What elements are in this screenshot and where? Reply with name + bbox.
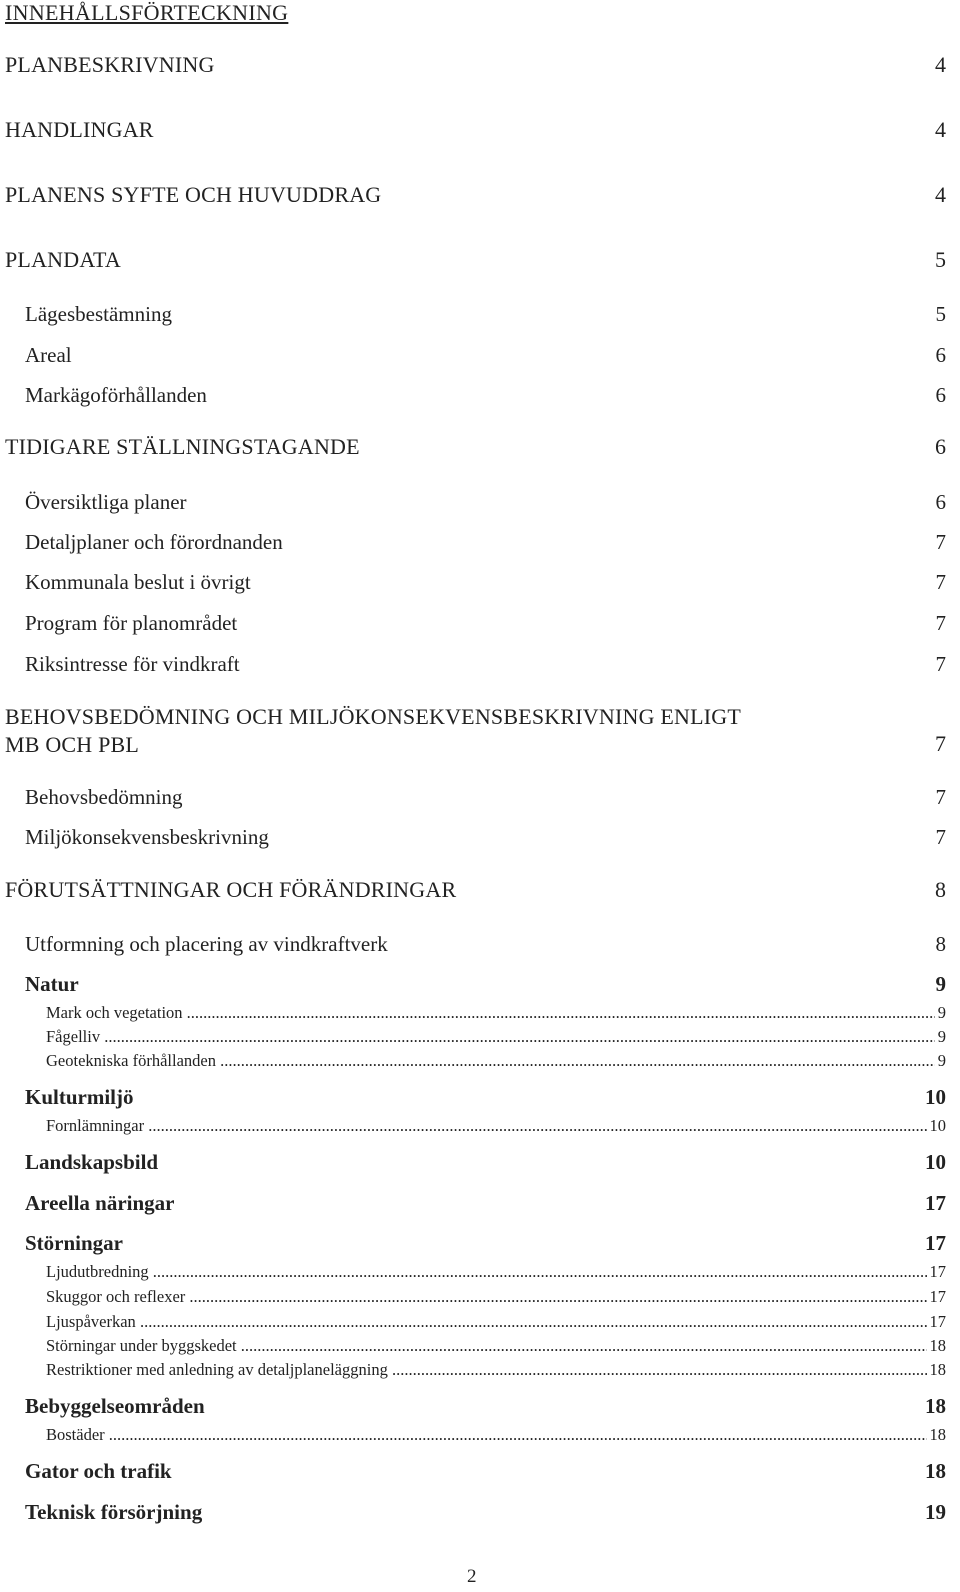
- toc-entry-page: 7: [935, 825, 946, 849]
- toc-entry-page: 10: [925, 1085, 946, 1109]
- toc-entry[interactable]: [0, 1150, 960, 1180]
- toc-entry-label: PLANBESKRIVNING: [5, 52, 215, 77]
- toc-entry[interactable]: [0, 434, 960, 464]
- toc-entry[interactable]: [0, 1231, 960, 1261]
- toc-entry[interactable]: [0, 247, 960, 277]
- toc-subentry-page: 9: [935, 1027, 946, 1047]
- toc-entry[interactable]: [0, 932, 960, 962]
- toc-subentry[interactable]: [0, 1360, 960, 1382]
- toc-entry-page: 6: [935, 490, 946, 514]
- toc-entry-page: 9: [935, 972, 946, 996]
- toc-entry[interactable]: [0, 1500, 960, 1530]
- toc-entry-page: 6: [935, 343, 946, 367]
- toc-entry-page: 6: [935, 434, 946, 459]
- toc-entry-page: 6: [935, 383, 946, 407]
- toc-subentry[interactable]: [0, 1287, 960, 1309]
- toc-entry-label: Kommunala beslut i övrigt: [25, 570, 251, 594]
- toc-entry-page: 7: [935, 652, 946, 676]
- toc-entry[interactable]: [0, 1085, 960, 1115]
- toc-entry-label: Utformning och placering av vindkraftverk: [25, 932, 388, 956]
- toc-entry[interactable]: [0, 972, 960, 1002]
- toc-entry-page: 8: [935, 932, 946, 956]
- toc-entry-page: 5: [935, 302, 946, 326]
- toc-entry[interactable]: [0, 652, 960, 682]
- toc-subentry-label: Ljuspåverkan .....: [46, 1312, 946, 1332]
- toc-subentry[interactable]: [0, 1312, 960, 1334]
- toc-entry-label: HANDLINGAR: [5, 117, 154, 142]
- toc-entry-page: 7: [935, 731, 946, 756]
- toc-entry[interactable]: [0, 343, 960, 373]
- toc-entry-page: 7: [935, 530, 946, 554]
- toc-entry-page: 5: [935, 247, 946, 272]
- toc-entry-page: 7: [935, 611, 946, 635]
- toc-subentry[interactable]: [0, 1262, 960, 1284]
- toc-entry-page: 10: [925, 1150, 946, 1174]
- toc-entry[interactable]: [0, 490, 960, 520]
- toc-subentry-label: Fågelliv .....: [46, 1027, 946, 1047]
- toc-entry-label: Landskapsbild: [25, 1150, 159, 1174]
- toc-entry[interactable]: [0, 877, 960, 907]
- toc-entry-label: Kulturmiljö: [25, 1085, 134, 1109]
- toc-subentry-page: 9: [935, 1051, 946, 1071]
- toc-entry-page: 19: [925, 1500, 946, 1524]
- toc-entry-label: Riksintresse för vindkraft: [25, 652, 240, 676]
- toc-entry[interactable]: [0, 1394, 960, 1424]
- toc-entry-page: 8: [935, 877, 946, 902]
- toc-entry-label: Teknisk försörjning: [25, 1500, 203, 1524]
- toc-subentry-label: Restriktioner med anledning av detaljplaneläggning .....: [46, 1360, 946, 1380]
- toc-subentry-label: Bostäder .....: [46, 1425, 946, 1445]
- toc-entry-label-line1: BEHOVSBEDÖMNING OCH MILJÖKONSEKVENSBESKRIVNING ENLIGT: [5, 704, 741, 729]
- toc-entry-label: TIDIGARE STÄLLNINGSTAGANDE: [5, 434, 360, 459]
- toc-entry-page: 4: [935, 117, 946, 142]
- toc-entry[interactable]: [0, 611, 960, 641]
- toc-entry[interactable]: [0, 1459, 960, 1489]
- toc-subentry-label: Ljudutbredning .....: [46, 1262, 946, 1282]
- toc-subentry[interactable]: [0, 1027, 960, 1049]
- toc-entry-page: 18: [925, 1459, 946, 1483]
- toc-entry-page: 17: [925, 1191, 946, 1215]
- toc-entry-label: Gator och trafik: [25, 1459, 172, 1483]
- toc-subentry-label: Fornlämningar .....: [46, 1116, 946, 1136]
- toc-entry-page: 7: [935, 570, 946, 594]
- toc-subentry-label: Skuggor och reflexer .....: [46, 1287, 946, 1307]
- toc-entry-label: Detaljplaner och förordnanden: [25, 530, 283, 554]
- toc-entry-label: Översiktliga planer: [25, 490, 187, 514]
- toc-entry-page: 4: [935, 52, 946, 77]
- toc-subentry-page: 17: [927, 1287, 947, 1307]
- toc-subentry-label: Mark och vegetation .....: [46, 1003, 946, 1023]
- toc-entry[interactable]: [0, 785, 960, 815]
- toc-subentry-page: 10: [927, 1116, 947, 1136]
- toc-subentry-page: 17: [927, 1262, 947, 1282]
- toc-entry-label: Natur: [25, 972, 79, 996]
- toc-entry-label: Bebyggelseområden: [25, 1394, 205, 1418]
- toc-entry-label: PLANENS SYFTE OCH HUVUDDRAG: [5, 182, 382, 207]
- toc-entry-wrapped[interactable]: [5, 703, 905, 759]
- toc-entry[interactable]: [0, 117, 960, 147]
- toc-entry[interactable]: [0, 383, 960, 413]
- toc-entry-label: Störningar: [25, 1231, 124, 1255]
- toc-entry-label: Lägesbestämning: [25, 302, 172, 326]
- toc-entry[interactable]: [0, 570, 960, 600]
- toc-subentry[interactable]: [0, 1051, 960, 1073]
- toc-entry[interactable]: [0, 302, 960, 332]
- toc-subentry[interactable]: [0, 1336, 960, 1358]
- toc-entry-label: Program för planområdet: [25, 611, 238, 635]
- toc-entry-label: Areella näringar: [25, 1191, 175, 1215]
- toc-entry-label: Markägoförhållanden: [25, 383, 207, 407]
- toc-entry-label: Behovsbedömning: [25, 785, 183, 809]
- toc-entry-page: 17: [925, 1231, 946, 1255]
- toc-entry-page: 18: [925, 1394, 946, 1418]
- toc-subentry-page: 17: [927, 1312, 947, 1332]
- toc-subentry-page: 18: [927, 1336, 947, 1356]
- toc-heading: INNEHÅLLSFÖRTECKNING: [5, 0, 289, 25]
- toc-entry[interactable]: [0, 530, 960, 560]
- toc-entry-label: Miljökonsekvensbeskrivning: [25, 825, 269, 849]
- toc-entry-label-line2: MB OCH PBL: [5, 732, 140, 757]
- toc-entry-label: PLANDATA: [5, 247, 121, 272]
- toc-subentry-page: 18: [927, 1425, 947, 1445]
- toc-entry[interactable]: [0, 1191, 960, 1221]
- toc-subentry[interactable]: [0, 1425, 960, 1447]
- toc-entry-label: FÖRUTSÄTTNINGAR OCH FÖRÄNDRINGAR: [5, 877, 457, 902]
- toc-subentry-label: Störningar under byggskedet .....: [46, 1336, 946, 1356]
- toc-entry[interactable]: [0, 825, 960, 855]
- toc-subentry-page: 18: [927, 1360, 947, 1380]
- toc-entry-page: 7: [935, 785, 946, 809]
- toc-subentry-label: Geotekniska förhållanden .....: [46, 1051, 946, 1071]
- toc-subentry[interactable]: [0, 1003, 960, 1025]
- toc-entry-label: Areal: [25, 343, 72, 367]
- toc-entry[interactable]: [0, 182, 960, 212]
- toc-entry[interactable]: [0, 52, 960, 82]
- toc-subentry-page: 9: [935, 1003, 946, 1023]
- page-number: 2: [467, 1566, 477, 1587]
- toc-subentry[interactable]: [0, 1116, 960, 1138]
- toc-entry-page: 4: [935, 182, 946, 207]
